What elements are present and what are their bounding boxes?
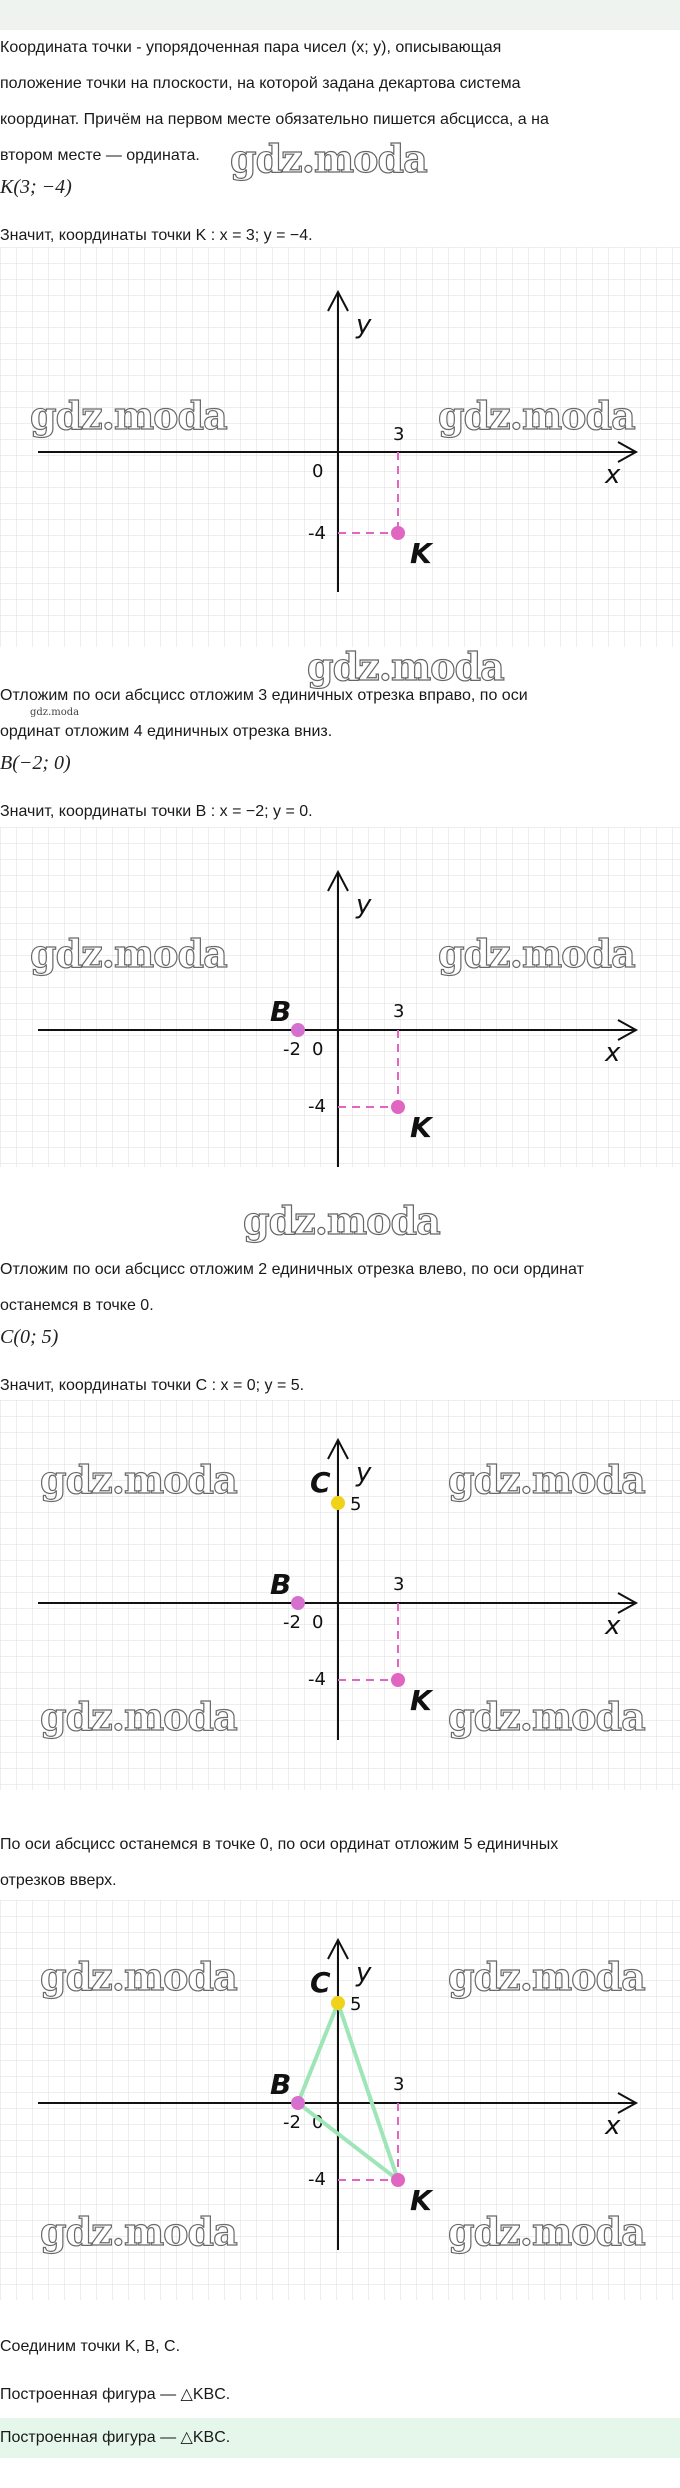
watermark: gdz.moda [448,1954,645,1999]
point-c-explain-2: отрезков вверх. [0,1872,117,1889]
x-axis-label: x [605,1611,621,1641]
point-k-explain-1: Отложим по оси абсцисс отложим 3 единичных отрезка вправо, по оси [0,687,528,704]
origin-label: 0 [312,2112,324,2133]
point-c-label: C(0; 5) [0,1326,59,1348]
point-c-explain-1: По оси абсцисс останемся в точке 0, по оси ординат отложим 5 единичных [0,1836,559,1853]
point-b-means: Значит, координаты точки B : x = −2; y = 0. [0,803,313,820]
tick-label-minus-4: -4 [308,1096,326,1117]
point-c-means: Значит, координаты точки C : x = 0; y = 5. [0,1377,305,1394]
conclusion-result: Построенная фигура — △KBC. [0,2429,231,2446]
watermark-small: gdz.moda [30,707,80,718]
tick-label-minus-4: -4 [308,523,326,544]
tick-label-3: 3 [393,2074,405,2095]
graph-c [0,1400,680,1790]
point-b-name: B [270,995,292,1028]
y-axis-label: y [356,890,372,920]
y-axis-label: y [356,310,372,340]
point-k-name: K [410,1684,432,1717]
tick-label-minus-2: -2 [283,1612,301,1633]
point-b-name: B [270,1568,292,1601]
tick-label-minus-2: -2 [283,2112,301,2133]
tick-label-3: 3 [393,424,405,445]
watermark: gdz.moda [30,393,227,438]
watermark: gdz.moda [40,2209,237,2254]
watermark: gdz.moda [438,393,635,438]
point-k [391,1100,405,1114]
point-k [391,1673,405,1687]
point-k-name: K [410,2184,432,2217]
point-k-label: K(3; −4) [0,176,72,198]
intro-line-1: Координата точки - упорядоченная пара чисел (x; y), описывающая [0,39,502,56]
intro-line-3: координат. Причём на первом месте обязательно пишется абсцисса, а на [0,111,549,128]
graph-triangle [0,1900,680,2300]
watermark: gdz.moda [40,1954,237,1999]
x-axis-label: x [605,1038,621,1068]
origin-label: 0 [312,1612,324,1633]
top-strip [0,0,680,30]
point-b-explain-2: останемся в точке 0. [0,1297,154,1314]
point-c-name: C [310,1966,331,1999]
grid [0,827,680,1167]
tick-label-3: 3 [393,1574,405,1595]
tick-label-3: 3 [393,1001,405,1022]
point-k-name: K [410,1111,432,1144]
y-axis-label: y [356,1958,372,1988]
origin-label: 0 [312,1039,324,1060]
point-b [291,2096,305,2110]
watermark: gdz.moda [230,136,427,181]
graph-b [0,827,680,1167]
point-k [391,526,405,540]
point-b-name: B [270,2068,292,2101]
tick-label-minus-4: -4 [308,1669,326,1690]
point-k-name: K [410,537,432,570]
tick-label-minus-2: -2 [283,1039,301,1060]
watermark: gdz.moda [438,931,635,976]
intro-line-4: втором месте — ордината. [0,147,200,164]
watermark: gdz.moda [243,1198,440,1243]
x-axis-label: x [605,2111,621,2141]
conclusion-connect: Соединим точки K, B, C. [0,2338,181,2355]
tick-label-5: 5 [350,1994,362,2015]
point-b [291,1596,305,1610]
intro-line-2: положение точки на плоскости, на которой задана декартова система [0,75,521,92]
point-k [391,2173,405,2187]
point-k-explain-2: ординат отложим 4 единичных отрезка вниз. [0,723,333,740]
grid [0,247,680,647]
watermark: gdz.moda [307,644,504,689]
point-k-means: Значит, координаты точки K : x = 3; y = −4. [0,227,313,244]
watermark: gdz.moda [448,1457,645,1502]
y-axis-label: y [356,1458,372,1488]
point-b-label: B(−2; 0) [0,752,71,774]
point-c-name: C [310,1466,331,1499]
point-b-explain-1: Отложим по оси абсцисс отложим 2 единичных отрезка влево, по оси ординат [0,1261,584,1278]
origin-label: 0 [312,461,324,482]
tick-label-minus-4: -4 [308,2169,326,2190]
watermark: gdz.moda [448,1694,645,1739]
watermark: gdz.moda [448,2209,645,2254]
x-axis-label: x [605,460,621,490]
conclusion-figure: Построенная фигура — △KBC. [0,2386,231,2403]
watermark: gdz.moda [40,1694,237,1739]
point-c [331,1996,345,2010]
tick-label-5: 5 [350,1494,362,1515]
point-c [331,1496,345,1510]
graph-k [0,247,680,647]
watermark: gdz.moda [40,1457,237,1502]
watermark: gdz.moda [30,931,227,976]
point-b [291,1023,305,1037]
